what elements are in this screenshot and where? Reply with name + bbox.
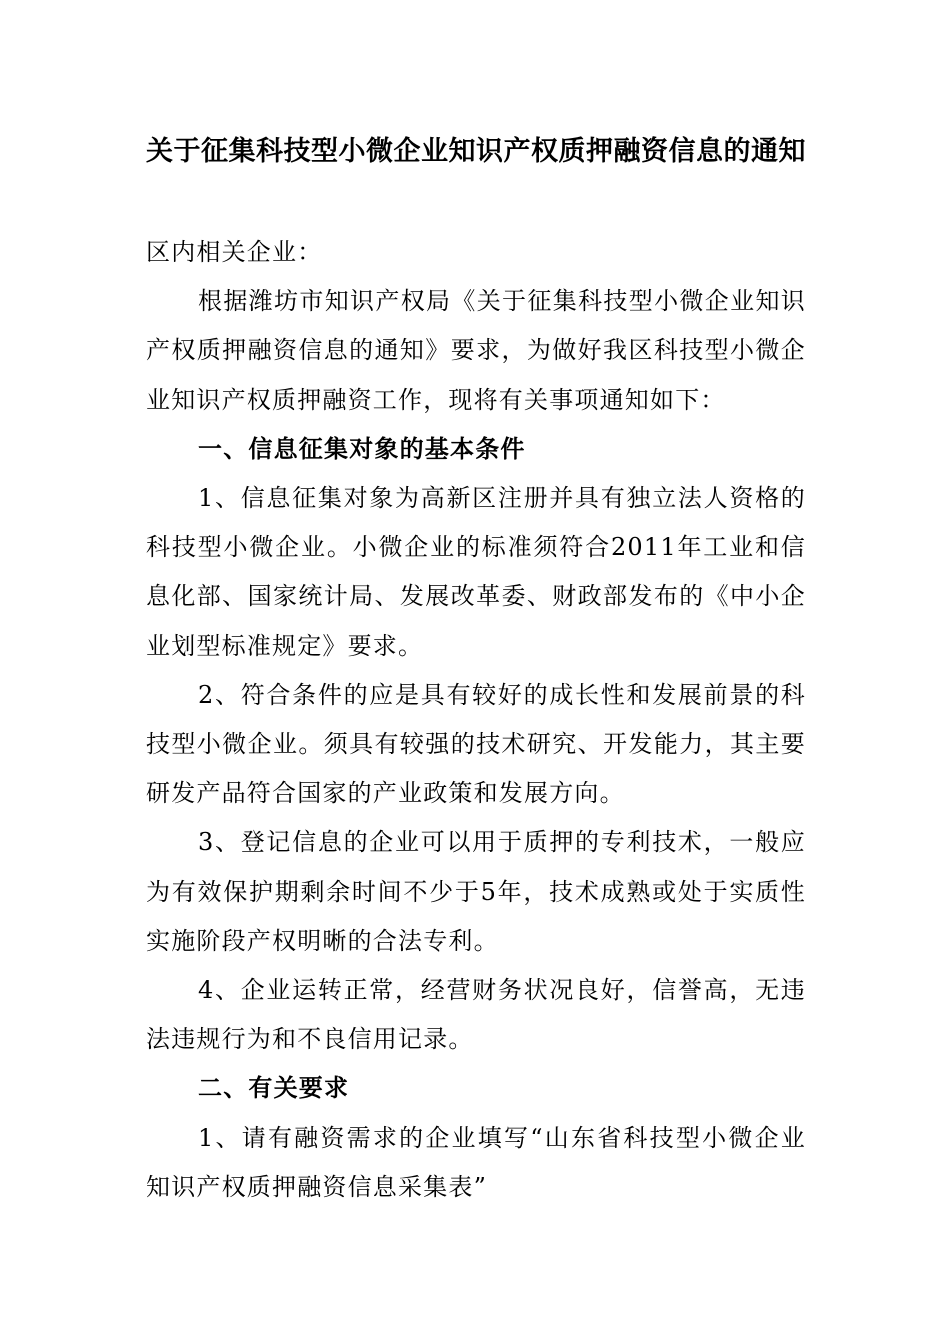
section-1-heading: 一、信息征集对象的基本条件 [198,434,526,463]
document-title: 关于征集科技型小微企业知识产权质押融资信息的通知 [146,136,806,167]
section-1-item-3: 3、登记信息的企业可以用于质押的专利技术，一般应为有效保护期剩余时间不少于5年，技术成熟或处于实质性实施阶段产权明晰的合法专利。 [146,828,806,955]
section-1-item-1: 1、信息征集对象为高新区注册并具有独立法人资格的科技型小微企业。小微企业的标准须符合2011年工业和信息化部、国家统计局、发展改革委、财政部发布的《中小企业划型标准规定》要求。 [146,484,806,660]
intro-paragraph: 根据潍坊市知识产权局《关于征集科技型小微企业知识产权质押融资信息的通知》要求，为做好我区科技型小微企业知识产权质押融资工作，现将有关事项通知如下： [146,287,806,414]
section-1-item-2: 2、符合条件的应是具有较好的成长性和发展前景的科技型小微企业。须具有较强的技术研究、开发能力，其主要研发产品符合国家的产业政策和发展方向。 [146,680,806,808]
section-2-item-1: 1、请有融资需求的企业填写“山东省科技型小微企业知识产权质押融资信息采集表” [146,1123,806,1201]
section-1-item-4: 4、企业运转正常，经营财务状况良好，信誉高，无违法违规行为和不良信用记录。 [146,976,806,1054]
salutation: 区内相关企业： [146,238,323,266]
document-body [146,228,806,1212]
section-2-heading: 二、有关要求 [198,1074,350,1103]
